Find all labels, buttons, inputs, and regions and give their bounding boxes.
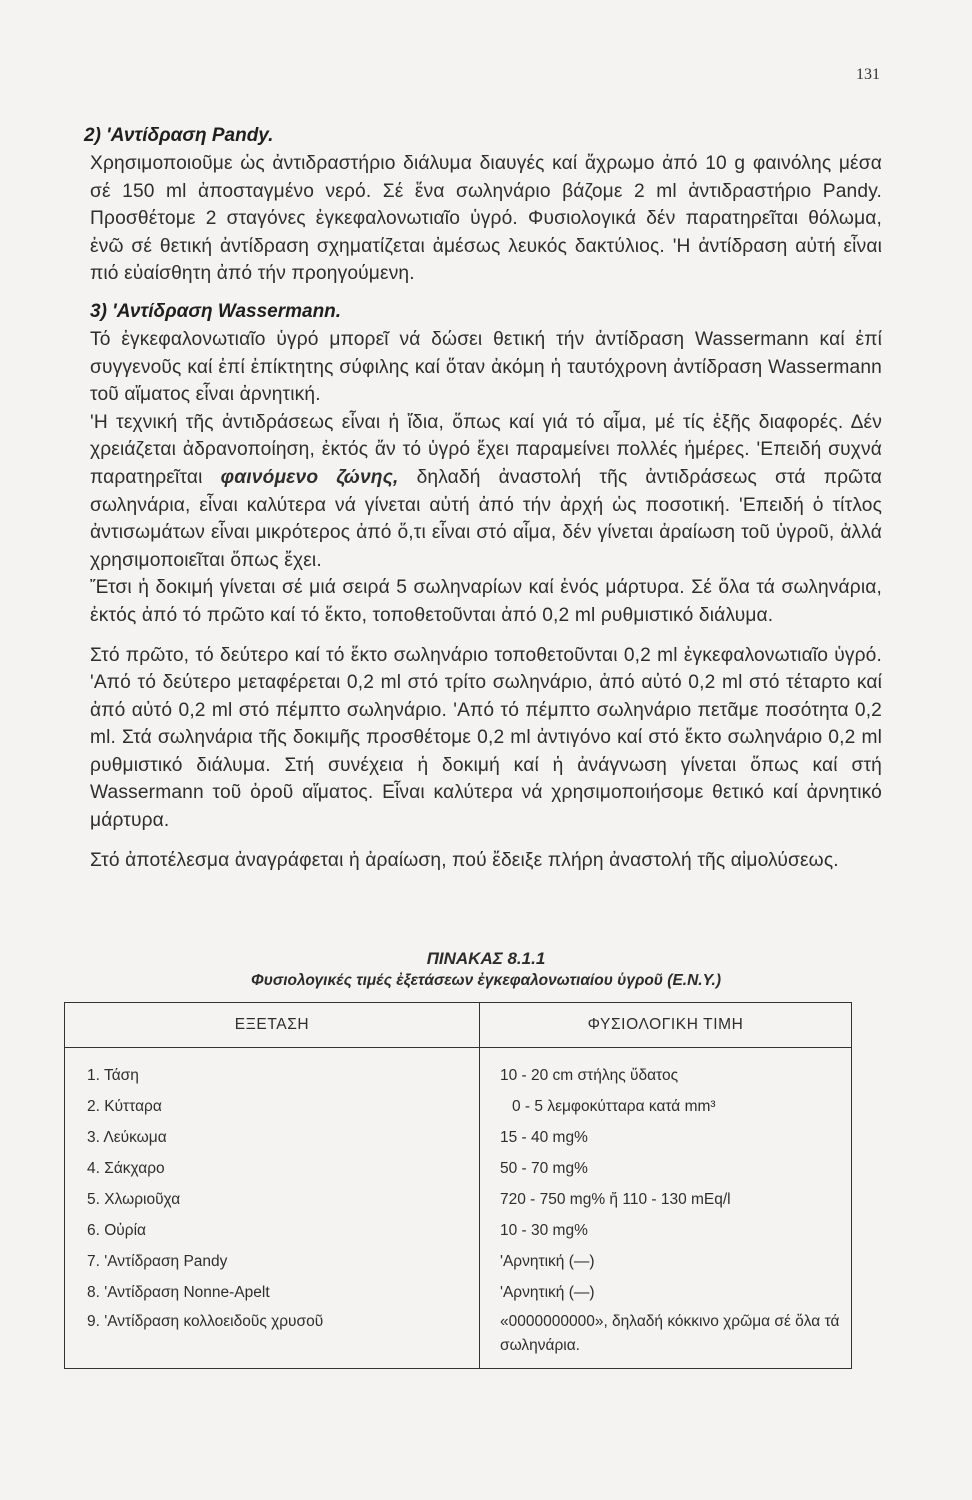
- normal-values-table: [64, 1002, 852, 1369]
- value-text: 0 - 5 λεμφοκύτταρα κατά mm³: [512, 1098, 716, 1116]
- test-cell: 3. Λεύκωμα: [65, 1122, 480, 1153]
- test-cell: 2. Κύτταρα: [65, 1091, 480, 1122]
- table-row: [65, 1153, 852, 1184]
- test-cell: 6. Οὐρία: [65, 1215, 480, 1246]
- table-subtitle: Φυσιολογικές τιμές ἐξετάσεων ἐγκεφαλονωτιαίου ὑγροῦ (Ε.Ν.Υ.): [251, 972, 721, 990]
- value-cell: [480, 1091, 852, 1122]
- page-number: 131: [856, 66, 880, 83]
- section-3-heading: 3) 'Αντίδραση Wassermann.: [90, 300, 342, 322]
- test-cell: 5. Χλωριοῦχα: [65, 1184, 480, 1215]
- table-row: [65, 1184, 852, 1215]
- table-row: [65, 1048, 852, 1092]
- test-cell: 7. 'Αντίδραση Pandy: [65, 1246, 480, 1277]
- section-3-paragraph-2: [90, 409, 882, 575]
- section-2-paragraph: Χρησιμοποιοῦμε ὡς ἀντιδραστήριο διάλυμα διαυγές καί ἄχρωμο ἀπό 10 g φαινόλης μέσα σέ 150 ml ἀποσταγμένο νερό. Σέ ἕνα σωληνάριο βάζομε 2 ml ἀντιδραστήριο Pandy. Προσθέτομε 2 σταγόνες ἐγκεφαλονωτιαῖο ὑγρό. Φυσιολογικά δέν παρατηρεῖται θόλωμα, ἐνῶ σέ θετική ἀντίδραση σχηματίζεται ἀμέσως λευκός δακτύλιος. 'Η ἀντίδραση αὐτή εἶναι πιό εὐαίσθητη ἀπό τήν προηγούμενη.: [90, 153, 882, 285]
- value-cell: 15 - 40 mg%: [500, 1129, 588, 1147]
- table-title: ΠΙΝΑΚΑΣ 8.1.1: [426, 949, 546, 969]
- paragraph-2-text-b: δηλαδή ἀναστολή τῆς ἀντιδράσεως στά πρῶτα σωληνάρια, εἶναι καλύτερα νά γίνεται αὐτή ἀπό τήν ἀρχή ὡς ποσοτική. 'Επειδή ὁ τίτλος ἀντισωμάτων εἶναι μικρότερος ἀπό ὅ,τι εἶναι στό αἷμα, δέν γίνεται ἀραίωση τοῦ ὑγροῦ, ἀλλά χρησιμοποιεῖται ὅπως ἔχει.: [90, 466, 883, 571]
- section-3-paragraph-5: Στό ἀποτέλεσμα ἀναγράφεται ἡ ἀραίωση, πού ἔδειξε πλήρη ἀναστολή τῆς αἱμολύσεως.: [90, 849, 839, 871]
- test-cell: 8. 'Αντίδραση Nonne-Apelt: [65, 1277, 480, 1308]
- section-3-paragraph-1: Τό ἐγκεφαλονωτιαῖο ὑγρό μπορεῖ νά δώσει θετική τήν ἀντίδραση Wassermann καί ἐπί συγγενοῦς καί ἐπί ἐπίκτητης σύφιλης καί ὅταν ἀκόμη ἡ ταυτόχρονη ἀντίδραση Wassermann τοῦ αἵματος εἶναι ἀρνητική.: [90, 328, 882, 406]
- page-content: [84, 122, 883, 1369]
- table-row: [65, 1091, 852, 1122]
- section-2-heading: 2) 'Αντίδραση Pandy.: [84, 125, 274, 146]
- table-row: [65, 1122, 852, 1153]
- value-cell: 10 - 30 mg%: [500, 1222, 588, 1240]
- table-row: [65, 1215, 852, 1246]
- table-row: [65, 1246, 852, 1277]
- section-3-paragraph-3: Ἔτσι ἡ δοκιμή γίνεται σέ μιά σειρά 5 σωληναρίων καί ἑνός μάρτυρα. Σέ ὅλα τά σωληνάρια, ἐκτός ἀπό τό πρῶτο καί τό ἕκτο, τοποθετοῦνται ἀπό 0,2 ml ρυθμιστικό διάλυμα.: [90, 577, 882, 626]
- table-row: [65, 1308, 852, 1369]
- table-row: [65, 1277, 852, 1308]
- header-test: ΕΞΕΤΑΣΗ: [65, 1003, 480, 1048]
- value-cell: 'Αρνητική (—): [500, 1253, 595, 1271]
- section-3-paragraph-4: Στό πρῶτο, τό δεύτερο καί τό ἕκτο σωληνάριο τοποθετοῦνται 0,2 ml ἐγκεφαλονωτιαῖο ὑγρό. 'Από τό δεύτερο μεταφέρεται 0,2 ml στό τρίτο σωληνάριο, ἀπό αὐτό 0,2 ml στό τέταρτο καί ἀπό αὐτό 0,2 ml στό πέμπτο σωληνάριο. 'Από τό πέμπτο σωληνάριο πετᾶμε ποσότητα 0,2 ml. Στά σωληνάρια τῆς δοκιμῆς προσθέτομε 0,2 ml ἀντιγόνο καί στό ἕκτο σωληνάριο 0,2 ml ρυθμιστικό διάλυμα. Στή συνέχεια ἡ δοκιμή καί ἡ ἀνάγνωση γίνεται ὅπως καί στή Wassermann τοῦ ὀροῦ αἵματος. Εἶναι καλύτερα νά χρησιμοποιήσομε θετικό καί ἀρνητικό μάρτυρα.: [90, 644, 882, 832]
- table-header-row: [65, 1003, 852, 1048]
- zone-phenomenon-term: φαινόμενο ζώνης,: [220, 466, 399, 488]
- value-cell: 720 - 750 mg% ἤ 110 - 130 mEq/l: [500, 1191, 731, 1209]
- test-cell: 4. Σάκχαρο: [65, 1153, 480, 1184]
- paragraph-2-text-a: 'Η τεχνική τῆς ἀντιδράσεως εἶναι ἡ ἴδια, ὅπως καί γιά τό αἷμα, μέ τίς ἑξῆς διαφορές. Δέν χρειάζεται ἀδρανοποίηση, ἐκτός ἄν τό ὑγρό ἔχει παραμείνει πολλές ἡμέρες. 'Επειδή συχνά παρατηρεῖται: [90, 411, 882, 488]
- value-cell: 'Αρνητική (—): [500, 1284, 595, 1302]
- value-cell: 10 - 20 cm στήλης ὕδατος: [500, 1067, 679, 1085]
- header-normal-value: ΦΥΣΙΟΛΟΓΙΚΗ ΤΙΜΗ: [480, 1003, 852, 1048]
- test-cell: 1. Τάση: [65, 1048, 480, 1092]
- value-cell: «0000000000», δηλαδή κόκκινο χρῶμα σέ ὅλα τά σωληνάρια.: [500, 1313, 840, 1355]
- value-cell: 50 - 70 mg%: [500, 1160, 588, 1178]
- test-cell: 9. 'Αντίδραση κολλοειδοῦς χρυσοῦ: [65, 1308, 480, 1369]
